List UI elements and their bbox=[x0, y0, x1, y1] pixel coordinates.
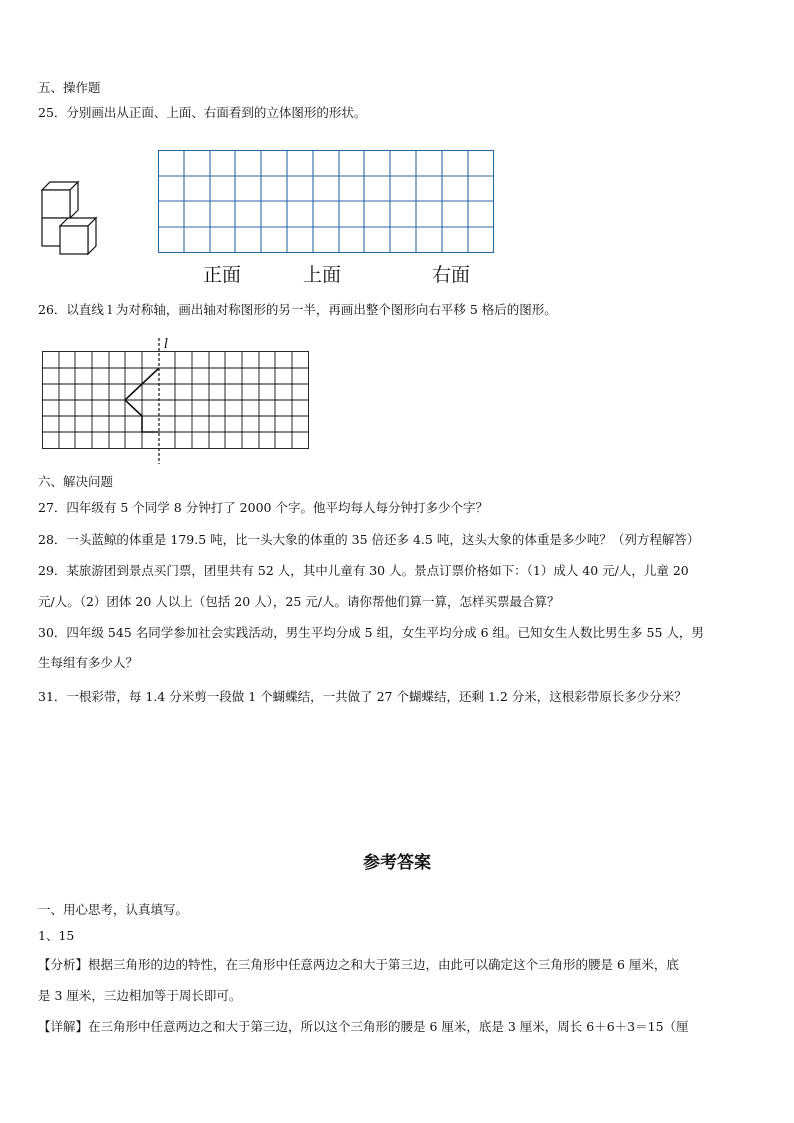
top-view-label: 上面 bbox=[303, 264, 342, 286]
analysis-line-1: 【分析】根据三角形的边的特性，在三角形中任意两边之和大于第三边，由此可以确定这个三角形的腰是 6 厘米，底 bbox=[38, 957, 679, 972]
question-30-line-1: 30．四年级 545 名同学参加社会实践活动，男生平均分成 5 组，女生平均分成 6 组。已知女生人数比男生多 55 人，男 bbox=[38, 625, 704, 640]
answers-section-1-heading: 一、用心思考，认真填写。 bbox=[38, 902, 189, 917]
question-28: 28．一头蓝鲸的体重是 179.5 吨，比一头大象的体重的 35 倍还多 4.5 吨，这头大象的体重是多少吨？（列方程解答） bbox=[38, 532, 700, 547]
question-30-line-2: 生每组有多少人？ bbox=[38, 655, 139, 670]
detail-line-1: 【详解】在三角形中任意两边之和大于第三边，所以这个三角形的腰是 6 厘米，底是 3 厘米，周长 6＋6＋3＝15（厘 bbox=[38, 1019, 689, 1034]
question-29-line-1: 29．某旅游团到景点买门票，团里共有 52 人，其中儿童有 30 人。景点订票价格如下：（1）成人 40 元/人，儿童 20 bbox=[38, 563, 689, 578]
cube-stack-figure bbox=[40, 178, 112, 248]
front-view-label: 正面 bbox=[203, 264, 242, 286]
question-29-line-2: 元/人。（2）团体 20 人以上（包括 20 人），25 元/人。请你帮他们算一算，怎样买票最合算？ bbox=[38, 594, 560, 609]
question-27: 27．四年级有 5 个同学 8 分钟打了 2000 个字。他平均每人每分钟打多少个字？ bbox=[38, 500, 488, 515]
section-6-heading: 六、解决问题 bbox=[38, 474, 114, 489]
question-31: 31．一根彩带，每 1.4 分米剪一段做 1 个蝴蝶结，一共做了 27 个蝴蝶结，还剩 1.2 分米，这根彩带原长多少分米？ bbox=[38, 689, 687, 704]
answers-title: 参考答案 bbox=[363, 853, 431, 873]
view-drawing-grid bbox=[158, 150, 495, 254]
question-25: 25．分别画出从正面、上面、右面看到的立体图形的形状。 bbox=[38, 105, 367, 120]
symmetry-grid bbox=[42, 338, 312, 464]
section-5-heading: 五、操作题 bbox=[38, 80, 101, 95]
analysis-line-2: 是 3 厘米，三边相加等于周长即可。 bbox=[38, 988, 242, 1003]
question-26: 26．以直线 l 为对称轴，画出轴对称图形的另一半，再画出整个图形向右平移 5 格后的图形。 bbox=[38, 302, 557, 317]
axis-label-l: l bbox=[164, 337, 169, 352]
right-view-label: 右面 bbox=[432, 264, 471, 286]
answer-1: 1、15 bbox=[38, 928, 75, 943]
